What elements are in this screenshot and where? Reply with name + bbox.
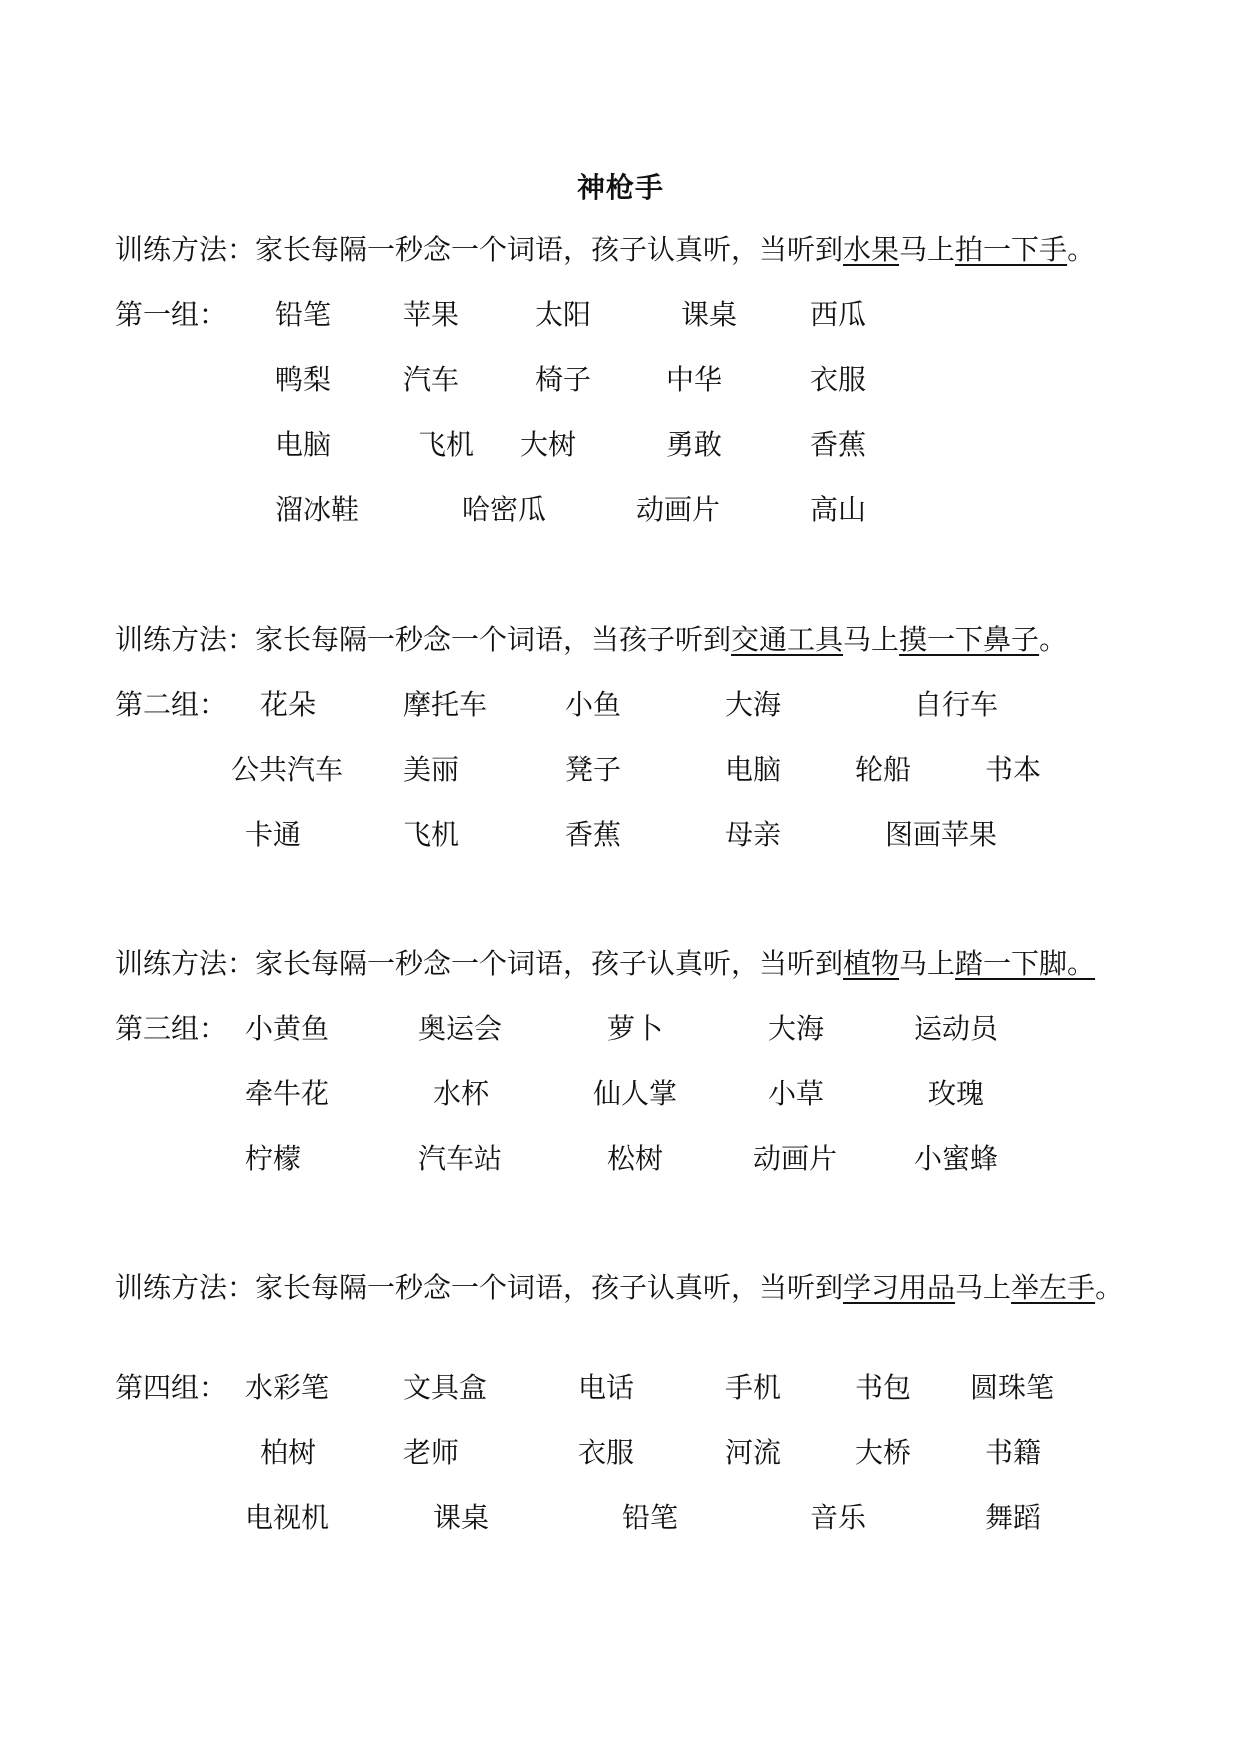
word: 河流 xyxy=(725,1436,782,1469)
word: 自行车 xyxy=(914,688,999,721)
word: 哈密瓜 xyxy=(462,493,547,526)
word: 书籍 xyxy=(985,1436,1042,1469)
instruction-1 xyxy=(115,232,1095,268)
word: 动画片 xyxy=(636,493,721,526)
word: 衣服 xyxy=(578,1436,635,1469)
word: 椅子 xyxy=(535,363,592,396)
word: 课桌 xyxy=(681,298,738,331)
group-label-3: 第三组： xyxy=(115,1012,228,1045)
word: 衣服 xyxy=(810,363,867,396)
word: 文具盒 xyxy=(403,1371,488,1404)
word: 动画片 xyxy=(753,1142,838,1175)
word: 电脑 xyxy=(275,428,332,461)
word: 课桌 xyxy=(433,1501,490,1534)
group-label-2: 第二组： xyxy=(115,688,228,721)
word: 高山 xyxy=(810,493,867,526)
word: 飞机 xyxy=(418,428,475,461)
word: 公共汽车 xyxy=(231,753,344,786)
word: 奥运会 xyxy=(418,1012,503,1045)
page-title: 神枪手 xyxy=(576,171,664,204)
instruction-prefix: 训练方法：家长每隔一秒念一个词语，孩子认真听，当听到 xyxy=(115,1271,844,1304)
instruction-prefix: 训练方法：家长每隔一秒念一个词语，孩子认真听，当听到 xyxy=(115,233,844,266)
word: 书本 xyxy=(985,753,1042,786)
word: 卡通 xyxy=(245,818,302,851)
word: 飞机 xyxy=(403,818,460,851)
word: 音乐 xyxy=(810,1501,867,1534)
word: 电话 xyxy=(578,1371,635,1404)
word: 手机 xyxy=(725,1371,782,1404)
word: 柏树 xyxy=(260,1436,317,1469)
word: 仙人掌 xyxy=(593,1077,678,1110)
instruction-target: 植物 xyxy=(843,947,900,980)
word: 汽车 xyxy=(403,363,460,396)
word: 苹果 xyxy=(403,298,460,331)
instruction-action: 摸一下鼻子 xyxy=(899,623,1040,656)
instruction-3 xyxy=(115,946,1095,982)
word: 香蕉 xyxy=(810,428,867,461)
word: 书包 xyxy=(855,1371,912,1404)
word: 大树 xyxy=(520,428,577,461)
word: 铅笔 xyxy=(275,298,332,331)
word: 玫瑰 xyxy=(928,1077,985,1110)
word: 汽车站 xyxy=(418,1142,503,1175)
word: 香蕉 xyxy=(565,818,622,851)
instruction-suffix: 。 xyxy=(1095,1271,1124,1304)
word: 小草 xyxy=(768,1077,825,1110)
word: 鸭梨 xyxy=(275,363,332,396)
word: 中华 xyxy=(666,363,723,396)
word: 摩托车 xyxy=(403,688,488,721)
word: 勇敢 xyxy=(666,428,723,461)
word: 溜冰鞋 xyxy=(275,493,360,526)
instruction-action: 踏一下脚。 xyxy=(955,947,1096,980)
instruction-mid: 马上 xyxy=(955,1271,1012,1304)
word: 舞蹈 xyxy=(985,1501,1042,1534)
instruction-mid: 马上 xyxy=(899,233,956,266)
word: 花朵 xyxy=(260,688,317,721)
word: 太阳 xyxy=(535,298,592,331)
word: 小鱼 xyxy=(565,688,622,721)
instruction-target: 交通工具 xyxy=(731,623,844,656)
instruction-mid: 马上 xyxy=(899,947,956,980)
instruction-action: 举左手 xyxy=(1011,1271,1096,1304)
word: 母亲 xyxy=(725,818,782,851)
word: 圆珠笔 xyxy=(970,1371,1055,1404)
instruction-suffix: 。 xyxy=(1039,623,1068,656)
word: 水彩笔 xyxy=(245,1371,330,1404)
word: 图画苹果 xyxy=(885,818,998,851)
instruction-4 xyxy=(115,1270,1123,1306)
word: 小蜜蜂 xyxy=(914,1142,999,1175)
word: 松树 xyxy=(607,1142,664,1175)
group-label-1: 第一组： xyxy=(115,298,228,331)
word: 小黄鱼 xyxy=(245,1012,330,1045)
instruction-target: 学习用品 xyxy=(843,1271,956,1304)
instruction-target: 水果 xyxy=(843,233,900,266)
instruction-action: 拍一下手 xyxy=(955,233,1068,266)
word: 大桥 xyxy=(855,1436,912,1469)
word: 老师 xyxy=(403,1436,460,1469)
instruction-2 xyxy=(115,622,1067,658)
instruction-mid: 马上 xyxy=(843,623,900,656)
word: 大海 xyxy=(768,1012,825,1045)
word: 西瓜 xyxy=(810,298,867,331)
word: 铅笔 xyxy=(622,1501,679,1534)
instruction-prefix: 训练方法：家长每隔一秒念一个词语，孩子认真听，当听到 xyxy=(115,947,844,980)
word: 运动员 xyxy=(914,1012,999,1045)
word: 水杯 xyxy=(433,1077,490,1110)
word: 电脑 xyxy=(725,753,782,786)
instruction-prefix: 训练方法：家长每隔一秒念一个词语，当孩子听到 xyxy=(115,623,732,656)
word: 柠檬 xyxy=(245,1142,302,1175)
word: 牵牛花 xyxy=(245,1077,330,1110)
word: 美丽 xyxy=(403,753,460,786)
group-label-4: 第四组： xyxy=(115,1371,228,1404)
word: 电视机 xyxy=(245,1501,330,1534)
word: 凳子 xyxy=(565,753,622,786)
instruction-suffix: 。 xyxy=(1067,233,1096,266)
word: 轮船 xyxy=(855,753,912,786)
word: 萝卜 xyxy=(607,1012,664,1045)
word: 大海 xyxy=(725,688,782,721)
